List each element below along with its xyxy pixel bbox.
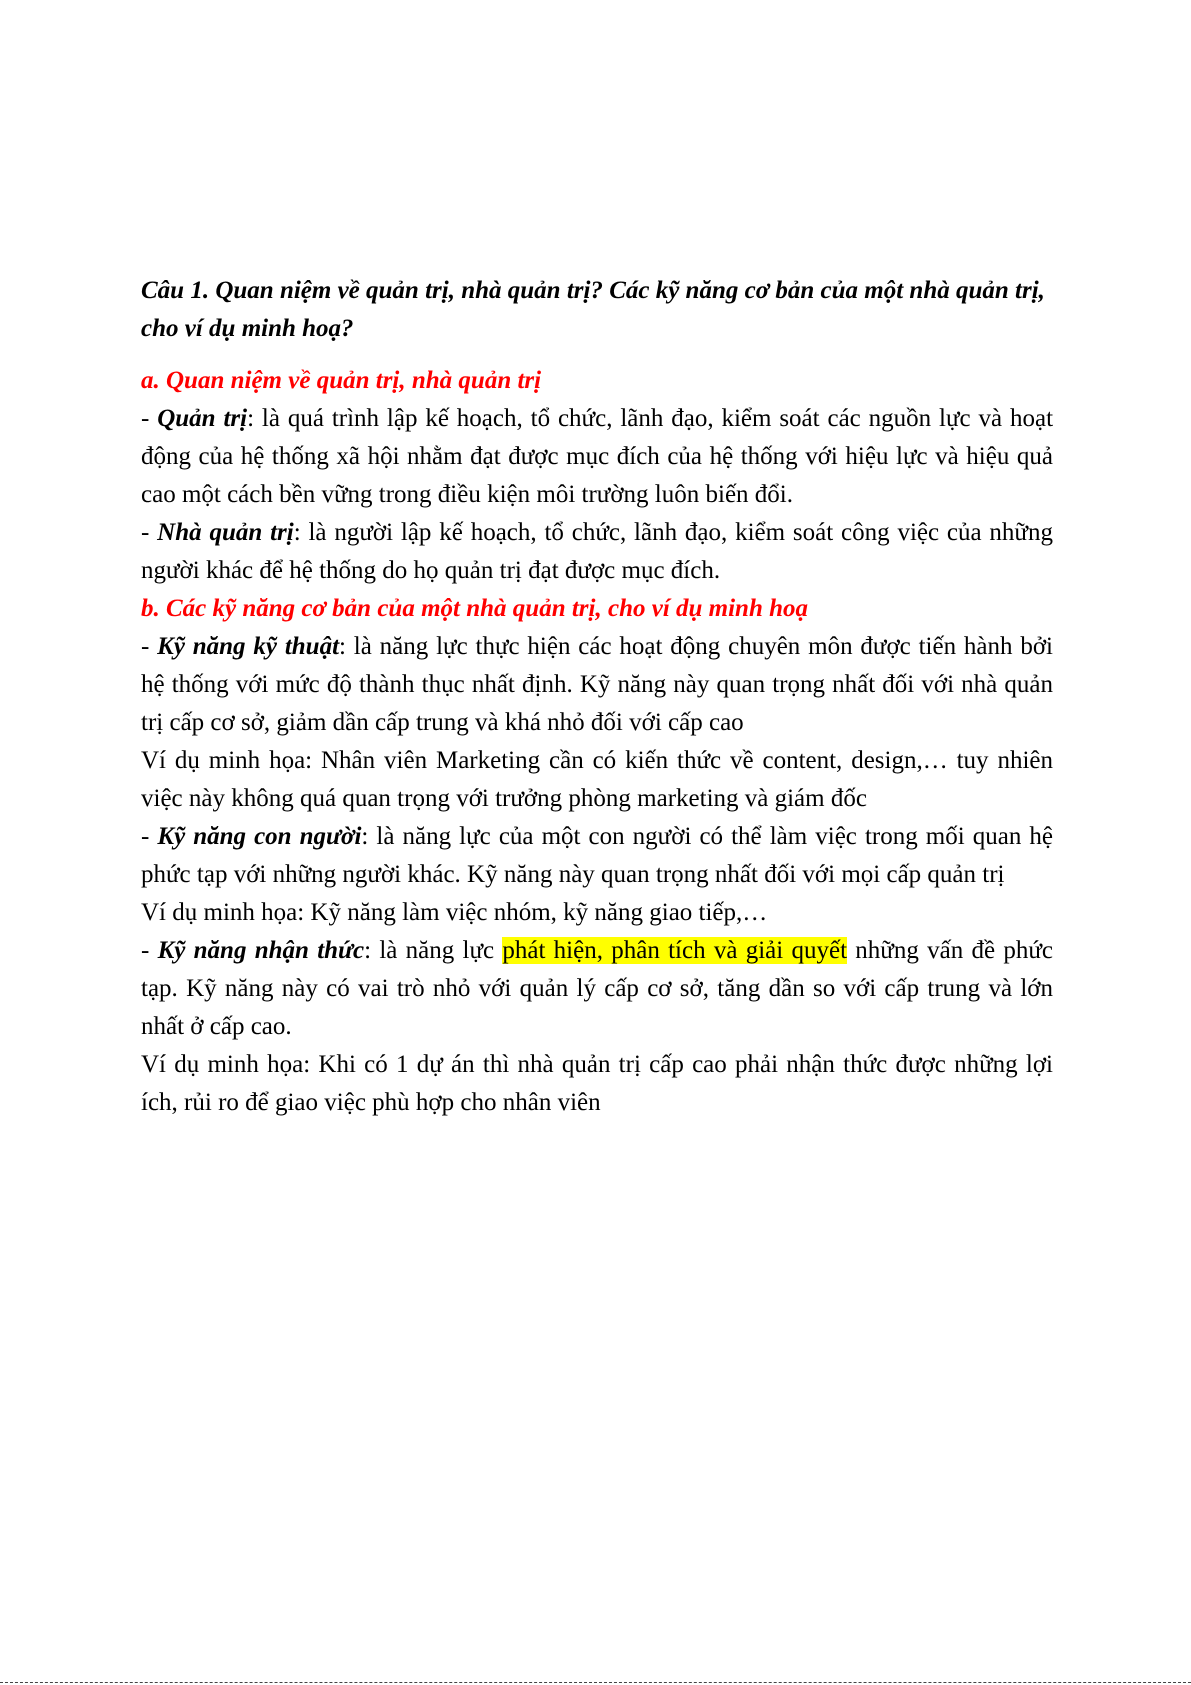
section-a-heading: a. Quan niệm về quản trị, nhà quản trị [141,367,542,394]
term-ky-nang-con-nguoi: Kỹ năng con người [157,823,362,850]
bullet-dash: - [141,405,158,432]
footer-divider [0,1682,1191,1683]
term-nha-quan-tri: Nhà quản trị [157,519,294,546]
example-technical: Ví dụ minh họa: Nhân viên Marketing cần có kiến thức về content, design,… tuy nhiên việc này không quá quan trọng với trưởng phòng marketing và giám đốc [141,747,1053,812]
skill-technical [141,628,1053,742]
example-conceptual: Ví dụ minh họa: Khi có 1 dự án thì nhà quản trị cấp cao phải nhận thức được những lợi ích, rủi ro để giao việc phù hợp cho nhân viên [141,1051,1053,1116]
skill-description-start: : là năng lực [364,937,503,964]
definition-text: : là người lập kế hoạch, tổ chức, lãnh đạo, kiểm soát công việc của những người khác để hệ thống do họ quản trị đạt được mục đích. [141,519,1053,584]
skill-conceptual [141,932,1053,1046]
document-body [141,272,1053,1122]
term-ky-nang-nhan-thuc: Kỹ năng nhận thức [157,937,365,964]
section-b-heading: b. Các kỹ năng cơ bản của một nhà quản trị, cho ví dụ minh hoạ [141,595,809,622]
definition-nha-quan-tri [141,514,1053,590]
question-title: Câu 1. Quan niệm về quản trị, nhà quản trị? Các kỹ năng cơ bản của một nhà quản trị, cho ví dụ minh hoạ? [141,277,1045,342]
bullet-dash: - [141,633,158,660]
term-quan-tri: Quản trị [157,405,248,432]
definition-text: : là quá trình lập kế hoạch, tổ chức, lãnh đạo, kiểm soát các nguồn lực và hoạt động của hệ thống xã hội nhằm đạt được mục đích của hệ thống với hiệu lực và hiệu quả cao một cách bền vững trong điều kiện môi trường luôn biến đổi. [141,405,1054,508]
skill-description: : là năng lực của một con người có thể làm việc trong mối quan hệ phức tạp với những người khác. Kỹ năng này quan trọng nhất đối với mọi cấp quản trị [141,823,1053,888]
bullet-dash: - [141,519,158,546]
skill-description-end: những vấn đề phức tạp. Kỹ năng này có vai trò nhỏ với quản lý cấp cơ sở, tăng dần so với cấp trung và lớn nhất ở cấp cao. [141,937,1053,1040]
example-human: Ví dụ minh họa: Kỹ năng làm việc nhóm, kỹ năng giao tiếp,… [141,899,768,926]
term-ky-nang-ky-thuat: Kỹ năng kỹ thuật [157,633,340,660]
highlighted-text: phát hiện, phân tích và giải quyết [502,937,848,964]
skill-description: : là năng lực thực hiện các hoạt động chuyên môn được tiến hành bởi hệ thống với mức độ thành thục nhất định. Kỹ năng này quan trọng nhất đối với nhà quản trị cấp cơ sở, giảm dần cấp trung và khá nhỏ đối với cấp cao [141,633,1053,736]
skill-human [141,818,1053,894]
bullet-dash: - [141,937,158,964]
definition-quan-tri [141,400,1053,514]
bullet-dash: - [141,823,158,850]
